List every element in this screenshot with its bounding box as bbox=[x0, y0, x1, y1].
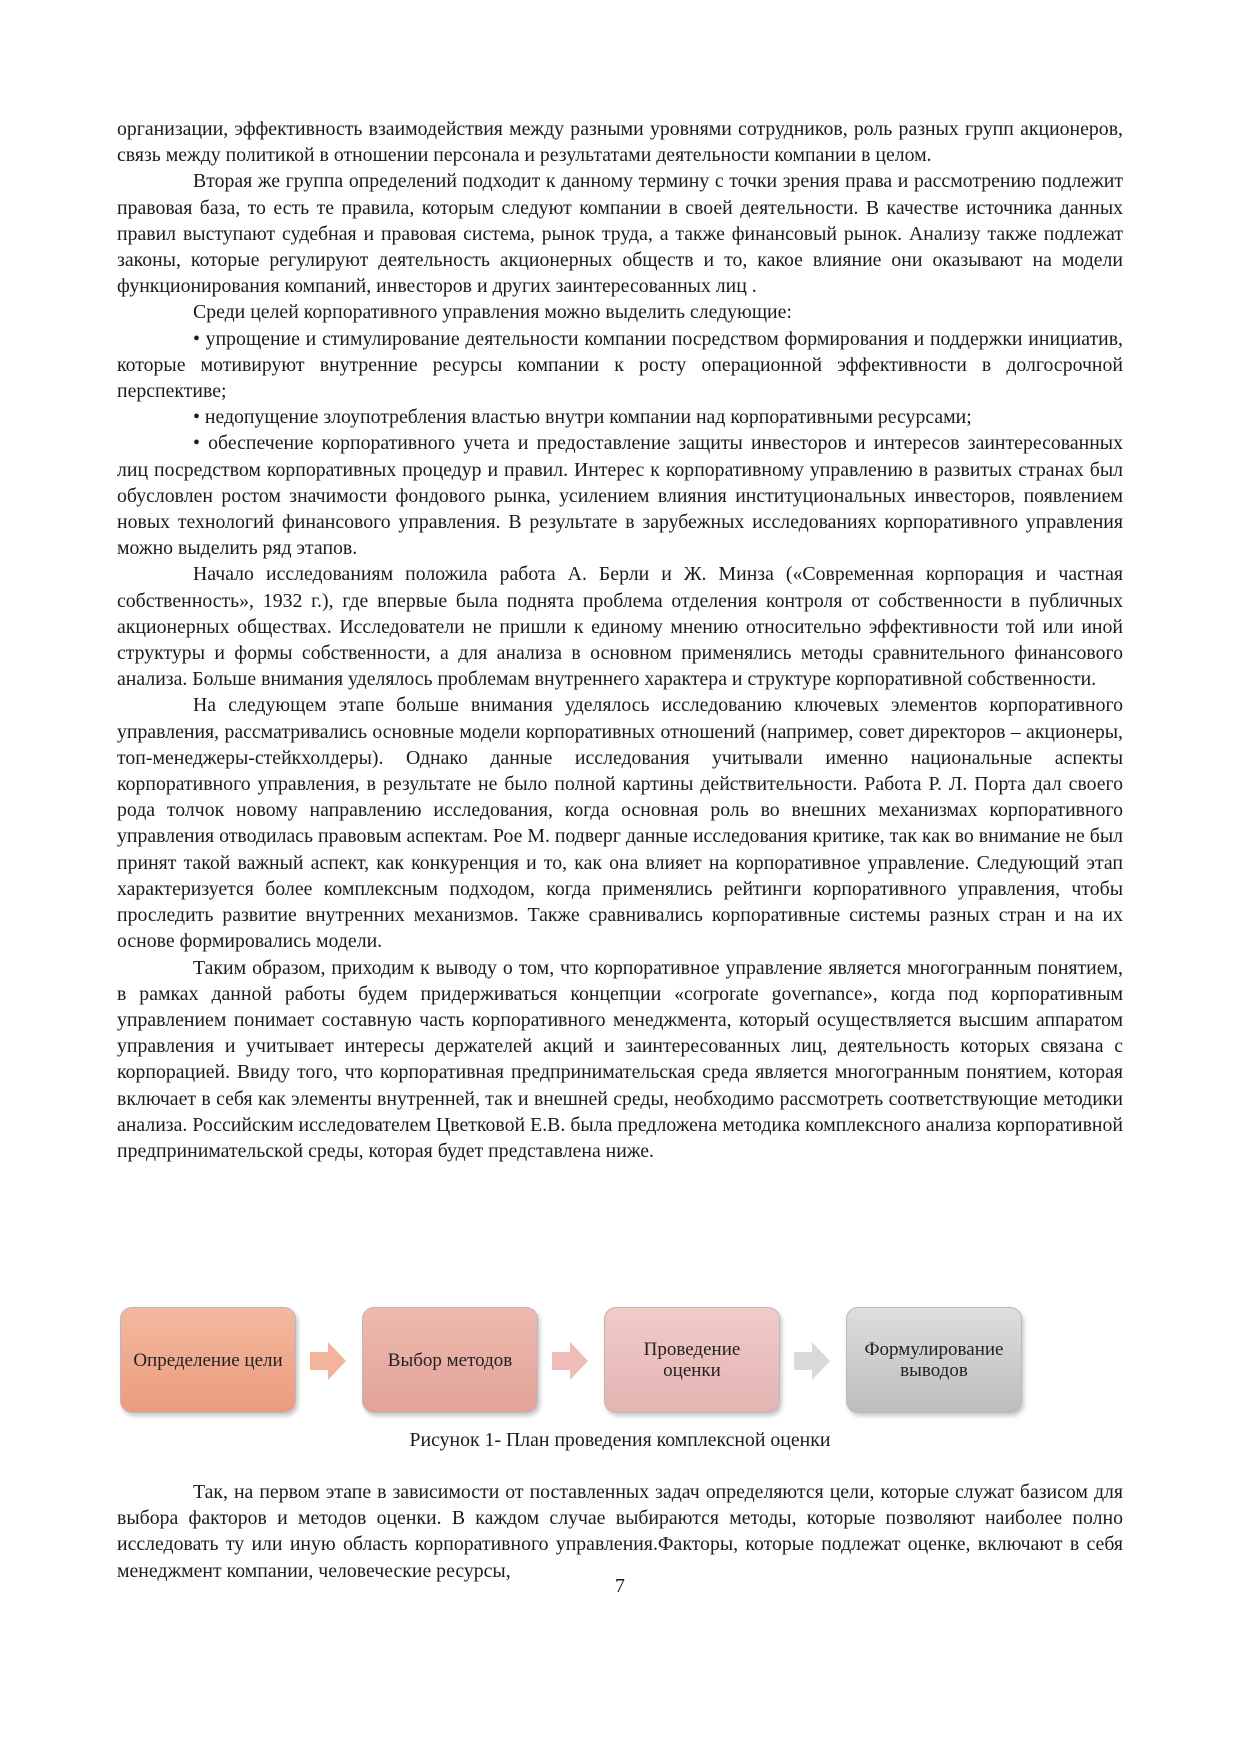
arrow-right-icon bbox=[794, 1341, 830, 1381]
paragraph: Среди целей корпоративного управления можно выделить следующие: bbox=[193, 301, 792, 324]
step-formulate-conclusions bbox=[846, 1307, 1022, 1413]
body-text-continued bbox=[117, 1479, 1123, 1584]
arrow-right-icon bbox=[310, 1341, 346, 1381]
bullet-item: • обеспечение корпоративного учета и предоставление защиты инвесторов и интересов заинтересованных лиц посредством корпоративных процедур и правил. Интерес к корпоративному управлению в развитых странах был обусловлен ростом значимости фондового рынка, усилением влияния институциональных инвесторов, появлением новых технологий финансового управления. В результате в зарубежных исследованиях корпоративного управления можно выделить ряд этапов. bbox=[117, 432, 1123, 560]
process-diagram bbox=[117, 1305, 1123, 1423]
paragraph: На следующем этапе больше внимания уделялось исследованию ключевых элементов корпоративного управления, рассматривались основные модели корпоративных отношений (например, совет директоров – акционеры, топ-менеджеры-стейкхолдеры). Однако данные исследования учитывали именно национальные аспекты корпоративного управления, в результате не было полной картины действительности. Работа Р. Л. Порта дал своего рода толчок новому направлению исследования, когда основная роль во внешних механизмах корпоративного управления отводилась правовым аспектам. Рое М. подверг данные исследования критике, так как во внимание не был принят такой важный аспект, как конкуренция и то, как она влияет на корпоративное управление. Следующий этап характеризуется более комплексным подходом, когда применялись рейтинги корпоративного управления, чтобы проследить развитие внутренних механизмов. Также сравнивались корпоративные системы разных стран и на их основе формировались модели. bbox=[117, 694, 1123, 953]
arrow-right-icon bbox=[552, 1341, 588, 1381]
step-conduct-assessment bbox=[604, 1307, 780, 1413]
bullet-item: • упрощение и стимулирование деятельности компании посредством формирования и поддержки инициатив, которые мотивируют внутренние ресурсы компании к росту операционной эффективности в долгосрочной перспективе; bbox=[117, 327, 1123, 403]
step-define-goal bbox=[120, 1307, 296, 1413]
figure-caption: Рисунок 1- План проведения комплексной оценки bbox=[409, 1429, 831, 1451]
step-label: Определение цели bbox=[133, 1349, 283, 1371]
body-text bbox=[117, 116, 1123, 1164]
bullet-item: • недопущение злоупотребления властью внутри компании над корпоративными ресурсами; bbox=[193, 406, 972, 429]
paragraph: Таким образом, приходим к выводу о том, что корпоративное управление является многогранным понятием, в рамках данной работы будем придерживаться концепции «corporate governance», когда под корпоративным управлением понимает составную часть корпоративного менеджмента, который осуществляется высшим аппаратом управления и учитывает интересы держателей акций и заинтересованных лиц, деятельность которых связана с корпорацией. Ввиду того, что корпоративная предпринимательская среда является многогранным понятием, которая включает в себя как элементы внутренней, так и внешней среды, необходимо рассмотреть соответствующие методики анализа. Российским исследователем Цветковой Е.В. была предложена методика комплексного анализа корпоративной предпринимательской среды, которая будет представлена ниже. bbox=[117, 956, 1123, 1162]
step-label: Формулирование выводов bbox=[864, 1339, 1004, 1381]
step-label: Проведение оценки bbox=[643, 1339, 741, 1381]
paragraph: Так, на первом этапе в зависимости от поставленных задач определяются цели, которые служат базисом для выбора факторов и методов оценки. В каждом случае выбираются методы, которые позволяют наиболее полно исследовать ту или иную область корпоративного управления.Факторы, которые подлежат оценке, включают в себя менеджмент компании, человеческие ресурсы, bbox=[117, 1481, 1123, 1582]
step-choose-methods bbox=[362, 1307, 538, 1413]
paragraph: организации, эффективность взаимодействия между разными уровнями сотрудников, роль разных групп акционеров, связь между политикой в отношении персонала и результатами деятельности компании в целом. bbox=[117, 118, 1123, 167]
paragraph: Начало исследованиям положила работа А. Берли и Ж. Минза («Современная корпорация и частная собственность», 1932 г.), где впервые была поднята проблема отделения контроля от собственности в публичных акционерных обществах. Исследователи не пришли к единому мнению относительно эффективности той или иной структуры и формы собственности, а для анализа в основном применялись методы сравнительного финансового анализа. Больше внимания уделялось проблемам внутреннего характера и структуре корпоративной собственности. bbox=[117, 563, 1123, 691]
page-number: 7 bbox=[615, 1575, 625, 1597]
step-label: Выбор методов bbox=[387, 1349, 513, 1371]
paragraph: Вторая же группа определений подходит к данному термину с точки зрения права и рассмотрению подлежит правовая база, то есть те правила, которым следуют компании в своей деятельности. В качестве источника данных правил выступают судебная и правовая система, рынок труда, а также финансовый рынок. Анализу также подлежат законы, которые регулируют деятельность акционерных обществ и то, какое влияние они оказывают на модели функционирования компаний, инвесторов и других заинтересованных лиц . bbox=[117, 170, 1123, 298]
